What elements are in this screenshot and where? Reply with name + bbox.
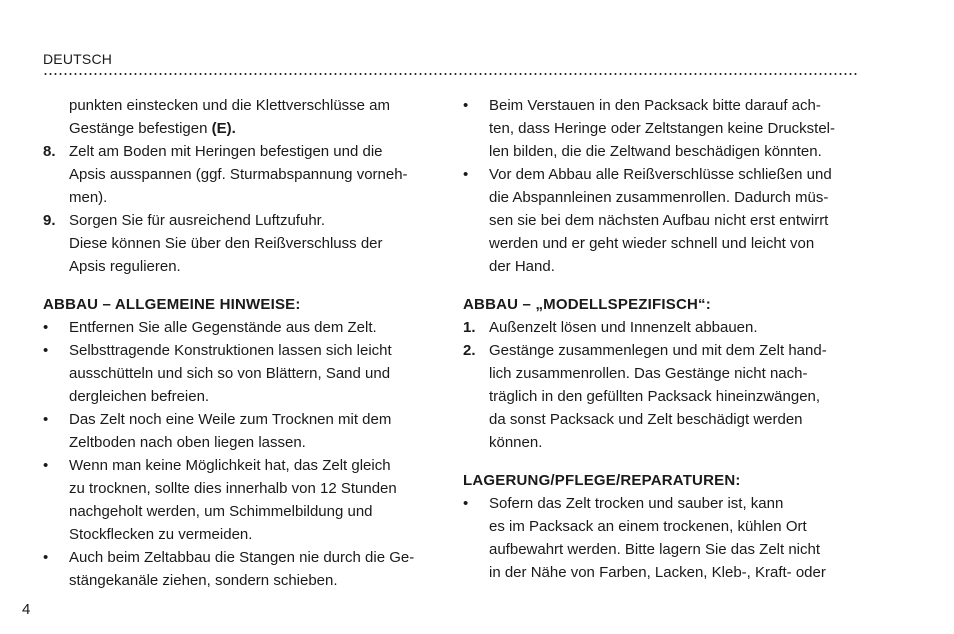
bullet-item [43, 546, 438, 569]
bullet-text: der Hand. [489, 258, 555, 275]
bullet-icon: • [43, 319, 49, 336]
bullet-item [43, 454, 438, 477]
section-heading-abbau-modellspezifisch: ABBAU – „MODELLSPEZIFISCH“: [463, 296, 711, 313]
bullet-item-cont [463, 561, 858, 584]
step-text: können. [489, 434, 543, 451]
bullet-text: Sofern das Zelt trocken und sauber ist, kann [489, 495, 784, 512]
bullet-item-cont [463, 255, 858, 278]
bullet-text: sen sie bei dem nächsten Aufbau nicht erst entwirrt [489, 212, 829, 229]
intro-text: Gestänge befestigen [69, 120, 212, 137]
bullet-icon: • [43, 457, 49, 474]
bullet-item-cont [43, 523, 438, 546]
bullet-item-cont [43, 385, 438, 408]
intro-text: punkten einstecken und die Klettverschlüsse am [69, 97, 391, 114]
step-9-cont [43, 232, 438, 255]
step-9 [43, 209, 438, 232]
bullet-item [43, 316, 438, 339]
step-text: Gestänge zusammenlegen und mit dem Zelt hand- [489, 342, 827, 359]
bullet-icon: • [43, 411, 49, 428]
step-8-cont [43, 163, 438, 186]
section-heading-lagerung: LAGERUNG/PFLEGE/REPARATUREN: [463, 472, 741, 489]
step-2 [463, 339, 858, 362]
bullet-text: Zeltboden nach oben liegen lassen. [69, 434, 306, 451]
bullet-item-cont [463, 515, 858, 538]
step-text: Diese können Sie über den Reißverschluss der [69, 235, 383, 252]
step-text: Außenzelt lösen und Innenzelt abbauen. [489, 319, 758, 336]
bullet-icon: • [463, 97, 469, 114]
bullet-text: Entfernen Sie alle Gegenstände aus dem Zelt. [69, 319, 377, 336]
left-column [43, 94, 438, 592]
bullet-item [463, 163, 858, 186]
step-text: lich zusammenrollen. Das Gestänge nicht nach- [489, 365, 808, 382]
step-number: 1. [463, 319, 476, 336]
step-2-cont [463, 385, 858, 408]
step-text: träglich in den gefüllten Packsack hineinzwängen, [489, 388, 821, 405]
step-number: 2. [463, 342, 476, 359]
step-8-cont [43, 186, 438, 209]
step-text: men). [69, 189, 108, 206]
bullet-text: Wenn man keine Möglichkeit hat, das Zelt gleich [69, 457, 391, 474]
bullet-text: aufbewahrt werden. Bitte lagern Sie das Zelt nicht [489, 541, 821, 558]
bullet-text: es im Packsack an einem trockenen, kühlen Ort [489, 518, 807, 535]
bullet-text: Selbsttragende Konstruktionen lassen sich leicht [69, 342, 392, 359]
step-text: Sorgen Sie für ausreichend Luftzufuhr. [69, 212, 325, 229]
step-number: 9. [43, 212, 56, 229]
bullet-text: zu trocknen, sollte dies innerhalb von 12 Stunden [69, 480, 397, 497]
step-text: Apsis ausspannen (ggf. Sturmabspannung vorneh- [69, 166, 408, 183]
bullet-item [463, 94, 858, 117]
bullet-item [43, 408, 438, 431]
bullet-item-cont [43, 431, 438, 454]
right-column [463, 94, 858, 584]
step-text: Zelt am Boden mit Heringen befestigen und die [69, 143, 383, 160]
figure-reference: (E). [211, 120, 236, 137]
step-2-cont [463, 362, 858, 385]
bullet-item-cont [463, 209, 858, 232]
bullet-text: Das Zelt noch eine Weile zum Trocknen mit dem [69, 411, 392, 428]
bullet-item [43, 339, 438, 362]
bullet-text: werden und er geht wieder schnell und leicht von [489, 235, 815, 252]
step-8 [43, 140, 438, 163]
bullet-icon: • [463, 495, 469, 512]
bullet-item-cont [43, 477, 438, 500]
bullet-item-cont [463, 140, 858, 163]
step-9-cont [43, 255, 438, 278]
bullet-text: in der Nähe von Farben, Lacken, Kleb-, Kraft- oder [489, 564, 826, 581]
step-text: Apsis regulieren. [69, 258, 181, 275]
bullet-text: nachgeholt werden, um Schimmelbildung und [69, 503, 373, 520]
section-heading-abbau-allgemein: ABBAU – ALLGEMEINE HINWEISE: [43, 296, 301, 313]
bullet-item [463, 492, 858, 515]
intro-line [43, 117, 438, 140]
bullet-item-cont [463, 538, 858, 561]
bullet-text: len bilden, die die Zeltwand beschädigen könnten. [489, 143, 822, 160]
bullet-item-cont [43, 569, 438, 592]
step-text: da sonst Packsack und Zelt beschädigt werden [489, 411, 803, 428]
bullet-text: dergleichen befreien. [69, 388, 210, 405]
language-header: DEUTSCH [43, 51, 113, 67]
bullet-item-cont [43, 500, 438, 523]
bullet-icon: • [43, 549, 49, 566]
bullet-text: die Abspannleinen zusammenrollen. Dadurch müs- [489, 189, 829, 206]
bullet-item-cont [463, 117, 858, 140]
bullet-icon: • [463, 166, 469, 183]
bullet-text: stängekanäle ziehen, sondern schieben. [69, 572, 338, 589]
step-number: 8. [43, 143, 56, 160]
bullet-item-cont [43, 362, 438, 385]
intro-line [43, 94, 438, 117]
step-2-cont [463, 431, 858, 454]
bullet-item-cont [463, 232, 858, 255]
bullet-text: Stockflecken zu vermeiden. [69, 526, 253, 543]
step-1 [463, 316, 858, 339]
bullet-icon: • [43, 342, 49, 359]
bullet-text: ten, dass Heringe oder Zeltstangen keine Druckstel- [489, 120, 836, 137]
step-2-cont [463, 408, 858, 431]
dotted-divider [43, 73, 858, 75]
bullet-item-cont [463, 186, 858, 209]
bullet-text: Beim Verstauen in den Packsack bitte darauf ach- [489, 97, 821, 114]
bullet-text: ausschütteln und sich so von Blättern, Sand und [69, 365, 391, 382]
page-number: 4 [22, 601, 31, 618]
bullet-text: Vor dem Abbau alle Reißverschlüsse schließen und [489, 166, 832, 183]
bullet-text: Auch beim Zeltabbau die Stangen nie durch die Ge- [69, 549, 415, 566]
